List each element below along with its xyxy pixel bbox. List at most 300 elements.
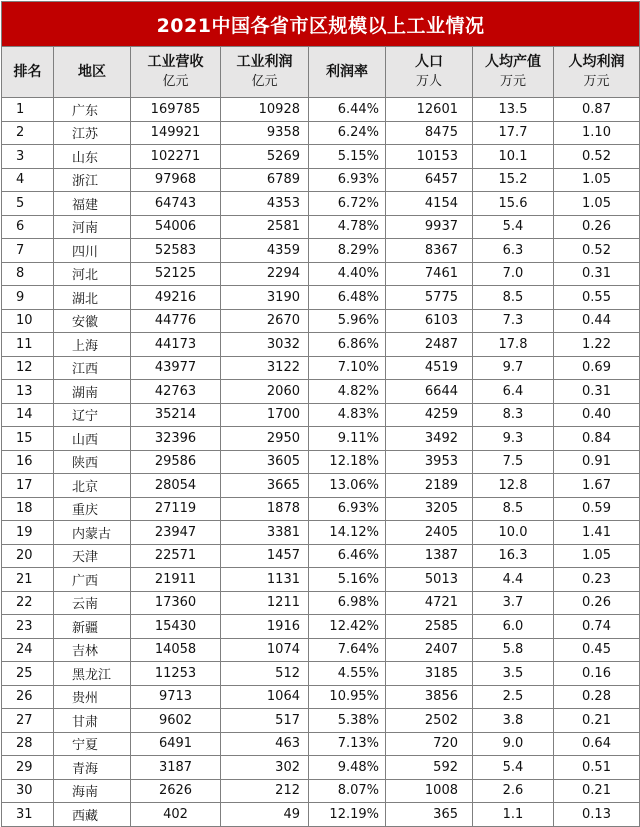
table-row xyxy=(2,521,640,545)
region-cell: 江西 xyxy=(54,356,131,380)
population-cell: 3953 xyxy=(386,450,473,474)
population-cell: 6644 xyxy=(386,380,473,404)
margin-cell: 14.12% xyxy=(309,521,386,545)
output-per-capita-cell: 5.8 xyxy=(473,638,554,662)
rank-cell: 18 xyxy=(2,497,54,521)
revenue-cell: 149921 xyxy=(131,121,221,145)
profit-cell: 3190 xyxy=(221,286,309,310)
profit-cell: 10928 xyxy=(221,98,309,122)
header-label: 排名 xyxy=(13,64,42,80)
margin-cell: 5.96% xyxy=(309,309,386,333)
spreadsheet xyxy=(1,1,639,824)
profit-per-capita-cell: 0.21 xyxy=(554,709,640,733)
margin-cell: 6.86% xyxy=(309,333,386,357)
margin-cell: 4.83% xyxy=(309,403,386,427)
profit-cell: 49 xyxy=(221,803,309,827)
revenue-cell: 27119 xyxy=(131,497,221,521)
table-row xyxy=(2,215,640,239)
revenue-cell: 402 xyxy=(131,803,221,827)
profit-per-capita-cell: 1.10 xyxy=(554,121,640,145)
rank-cell: 20 xyxy=(2,544,54,568)
population-cell: 365 xyxy=(386,803,473,827)
revenue-cell: 43977 xyxy=(131,356,221,380)
population-cell: 5013 xyxy=(386,568,473,592)
profit-cell: 302 xyxy=(221,756,309,780)
header-label: 人均产值 xyxy=(485,54,541,70)
region-cell: 上海 xyxy=(54,333,131,357)
table-row xyxy=(2,145,640,169)
table-row xyxy=(2,380,640,404)
revenue-cell: 3187 xyxy=(131,756,221,780)
output-per-capita-cell: 9.7 xyxy=(473,356,554,380)
population-cell: 2407 xyxy=(386,638,473,662)
revenue-cell: 6491 xyxy=(131,732,221,756)
header-label: 人口 xyxy=(415,54,443,70)
margin-cell: 5.38% xyxy=(309,709,386,733)
rank-cell: 8 xyxy=(2,262,54,286)
region-cell: 云南 xyxy=(54,591,131,615)
population-cell: 6457 xyxy=(386,168,473,192)
title-row xyxy=(2,2,640,47)
region-cell: 山西 xyxy=(54,427,131,451)
table-row xyxy=(2,497,640,521)
population-cell: 10153 xyxy=(386,145,473,169)
population-cell: 7461 xyxy=(386,262,473,286)
population-cell: 3185 xyxy=(386,662,473,686)
profit-per-capita-cell: 1.05 xyxy=(554,544,640,568)
table-row xyxy=(2,427,640,451)
profit-per-capita-cell: 0.55 xyxy=(554,286,640,310)
table-row xyxy=(2,356,640,380)
margin-cell: 12.19% xyxy=(309,803,386,827)
region-cell: 天津 xyxy=(54,544,131,568)
revenue-cell: 15430 xyxy=(131,615,221,639)
header-label: 利润率 xyxy=(326,64,368,80)
table-row xyxy=(2,121,640,145)
revenue-cell: 14058 xyxy=(131,638,221,662)
population-cell: 720 xyxy=(386,732,473,756)
header-unit: 万元 xyxy=(499,74,526,89)
profit-cell: 3122 xyxy=(221,356,309,380)
margin-cell: 8.07% xyxy=(309,779,386,803)
output-per-capita-cell: 8.5 xyxy=(473,497,554,521)
profit-per-capita-cell: 0.52 xyxy=(554,239,640,263)
margin-cell: 6.72% xyxy=(309,192,386,216)
output-per-capita-cell: 1.1 xyxy=(473,803,554,827)
region-cell: 宁夏 xyxy=(54,732,131,756)
revenue-cell: 9713 xyxy=(131,685,221,709)
region-cell: 辽宁 xyxy=(54,403,131,427)
profit-cell: 5269 xyxy=(221,145,309,169)
rank-cell: 1 xyxy=(2,98,54,122)
revenue-cell: 44776 xyxy=(131,309,221,333)
output-per-capita-cell: 17.8 xyxy=(473,333,554,357)
revenue-cell: 42763 xyxy=(131,380,221,404)
region-cell: 内蒙古 xyxy=(54,521,131,545)
profit-cell: 3665 xyxy=(221,474,309,498)
output-per-capita-cell: 4.4 xyxy=(473,568,554,592)
output-per-capita-cell: 16.3 xyxy=(473,544,554,568)
margin-cell: 8.29% xyxy=(309,239,386,263)
table-row xyxy=(2,591,640,615)
profit-cell: 4353 xyxy=(221,192,309,216)
revenue-cell: 21911 xyxy=(131,568,221,592)
region-cell: 贵州 xyxy=(54,685,131,709)
margin-cell: 4.78% xyxy=(309,215,386,239)
rank-cell: 6 xyxy=(2,215,54,239)
profit-cell: 1916 xyxy=(221,615,309,639)
profit-per-capita-cell: 0.40 xyxy=(554,403,640,427)
margin-cell: 5.16% xyxy=(309,568,386,592)
revenue-cell: 32396 xyxy=(131,427,221,451)
header-region xyxy=(54,47,131,98)
output-per-capita-cell: 7.3 xyxy=(473,309,554,333)
profit-per-capita-cell: 0.21 xyxy=(554,779,640,803)
rank-cell: 31 xyxy=(2,803,54,827)
industry-table xyxy=(1,1,640,827)
revenue-cell: 35214 xyxy=(131,403,221,427)
rank-cell: 29 xyxy=(2,756,54,780)
region-cell: 福建 xyxy=(54,192,131,216)
profit-per-capita-cell: 0.64 xyxy=(554,732,640,756)
output-per-capita-cell: 7.0 xyxy=(473,262,554,286)
rank-cell: 24 xyxy=(2,638,54,662)
header-label: 工业利润 xyxy=(236,54,293,70)
margin-cell: 5.15% xyxy=(309,145,386,169)
table-row xyxy=(2,638,640,662)
profit-cell: 463 xyxy=(221,732,309,756)
output-per-capita-cell: 7.5 xyxy=(473,450,554,474)
region-cell: 青海 xyxy=(54,756,131,780)
margin-cell: 4.82% xyxy=(309,380,386,404)
table-row xyxy=(2,568,640,592)
rank-cell: 27 xyxy=(2,709,54,733)
header-revenue xyxy=(131,47,221,98)
rank-cell: 14 xyxy=(2,403,54,427)
revenue-cell: 102271 xyxy=(131,145,221,169)
population-cell: 2585 xyxy=(386,615,473,639)
profit-cell: 1878 xyxy=(221,497,309,521)
region-cell: 河北 xyxy=(54,262,131,286)
region-cell: 江苏 xyxy=(54,121,131,145)
revenue-cell: 54006 xyxy=(131,215,221,239)
margin-cell: 7.13% xyxy=(309,732,386,756)
profit-per-capita-cell: 0.52 xyxy=(554,145,640,169)
region-cell: 吉林 xyxy=(54,638,131,662)
profit-per-capita-cell: 0.74 xyxy=(554,615,640,639)
profit-per-capita-cell: 0.69 xyxy=(554,356,640,380)
output-per-capita-cell: 3.5 xyxy=(473,662,554,686)
revenue-cell: 29586 xyxy=(131,450,221,474)
output-per-capita-cell: 2.6 xyxy=(473,779,554,803)
population-cell: 4259 xyxy=(386,403,473,427)
profit-per-capita-cell: 0.45 xyxy=(554,638,640,662)
profit-per-capita-cell: 0.26 xyxy=(554,591,640,615)
profit-per-capita-cell: 1.22 xyxy=(554,333,640,357)
output-per-capita-cell: 8.3 xyxy=(473,403,554,427)
rank-cell: 22 xyxy=(2,591,54,615)
profit-per-capita-cell: 1.05 xyxy=(554,168,640,192)
population-cell: 5775 xyxy=(386,286,473,310)
table-row xyxy=(2,309,640,333)
rank-cell: 2 xyxy=(2,121,54,145)
population-cell: 2487 xyxy=(386,333,473,357)
table-row xyxy=(2,403,640,427)
region-cell: 新疆 xyxy=(54,615,131,639)
margin-cell: 12.42% xyxy=(309,615,386,639)
output-per-capita-cell: 3.8 xyxy=(473,709,554,733)
profit-per-capita-cell: 0.28 xyxy=(554,685,640,709)
table-row xyxy=(2,333,640,357)
rank-cell: 28 xyxy=(2,732,54,756)
region-cell: 黑龙江 xyxy=(54,662,131,686)
region-cell: 广西 xyxy=(54,568,131,592)
table-row xyxy=(2,450,640,474)
profit-cell: 1211 xyxy=(221,591,309,615)
margin-cell: 6.46% xyxy=(309,544,386,568)
rank-cell: 25 xyxy=(2,662,54,686)
output-per-capita-cell: 9.0 xyxy=(473,732,554,756)
header-margin xyxy=(309,47,386,98)
margin-cell: 13.06% xyxy=(309,474,386,498)
profit-per-capita-cell: 0.16 xyxy=(554,662,640,686)
profit-cell: 3605 xyxy=(221,450,309,474)
margin-cell: 6.93% xyxy=(309,497,386,521)
rank-cell: 19 xyxy=(2,521,54,545)
output-per-capita-cell: 10.1 xyxy=(473,145,554,169)
output-per-capita-cell: 9.3 xyxy=(473,427,554,451)
table-body xyxy=(2,98,640,827)
table-row xyxy=(2,662,640,686)
revenue-cell: 9602 xyxy=(131,709,221,733)
output-per-capita-cell: 15.6 xyxy=(473,192,554,216)
population-cell: 8475 xyxy=(386,121,473,145)
population-cell: 1387 xyxy=(386,544,473,568)
population-cell: 592 xyxy=(386,756,473,780)
output-per-capita-cell: 5.4 xyxy=(473,756,554,780)
profit-cell: 1700 xyxy=(221,403,309,427)
table-row xyxy=(2,756,640,780)
profit-cell: 212 xyxy=(221,779,309,803)
profit-cell: 1064 xyxy=(221,685,309,709)
profit-cell: 2670 xyxy=(221,309,309,333)
rank-cell: 13 xyxy=(2,380,54,404)
profit-per-capita-cell: 0.84 xyxy=(554,427,640,451)
profit-per-capita-cell: 0.59 xyxy=(554,497,640,521)
population-cell: 2405 xyxy=(386,521,473,545)
rank-cell: 16 xyxy=(2,450,54,474)
header-row xyxy=(2,47,640,98)
table-row xyxy=(2,262,640,286)
output-per-capita-cell: 13.5 xyxy=(473,98,554,122)
table-row xyxy=(2,544,640,568)
output-per-capita-cell: 6.4 xyxy=(473,380,554,404)
table-row xyxy=(2,474,640,498)
margin-cell: 4.55% xyxy=(309,662,386,686)
profit-per-capita-cell: 1.67 xyxy=(554,474,640,498)
rank-cell: 30 xyxy=(2,779,54,803)
profit-per-capita-cell: 0.31 xyxy=(554,380,640,404)
profit-cell: 1074 xyxy=(221,638,309,662)
profit-cell: 2060 xyxy=(221,380,309,404)
revenue-cell: 169785 xyxy=(131,98,221,122)
population-cell: 6103 xyxy=(386,309,473,333)
margin-cell: 7.64% xyxy=(309,638,386,662)
revenue-cell: 52583 xyxy=(131,239,221,263)
output-per-capita-cell: 8.5 xyxy=(473,286,554,310)
profit-per-capita-cell: 0.26 xyxy=(554,215,640,239)
output-per-capita-cell: 6.3 xyxy=(473,239,554,263)
profit-cell: 1131 xyxy=(221,568,309,592)
margin-cell: 6.24% xyxy=(309,121,386,145)
rank-cell: 11 xyxy=(2,333,54,357)
header-output-per-capita xyxy=(473,47,554,98)
margin-cell: 4.40% xyxy=(309,262,386,286)
header-unit: 万人 xyxy=(415,74,442,89)
revenue-cell: 22571 xyxy=(131,544,221,568)
output-per-capita-cell: 6.0 xyxy=(473,615,554,639)
revenue-cell: 97968 xyxy=(131,168,221,192)
profit-cell: 512 xyxy=(221,662,309,686)
profit-per-capita-cell: 0.44 xyxy=(554,309,640,333)
rank-cell: 10 xyxy=(2,309,54,333)
table-row xyxy=(2,803,640,827)
region-cell: 陕西 xyxy=(54,450,131,474)
population-cell: 2189 xyxy=(386,474,473,498)
profit-per-capita-cell: 0.13 xyxy=(554,803,640,827)
output-per-capita-cell: 17.7 xyxy=(473,121,554,145)
profit-cell: 3032 xyxy=(221,333,309,357)
population-cell: 4519 xyxy=(386,356,473,380)
profit-per-capita-cell: 1.05 xyxy=(554,192,640,216)
revenue-cell: 2626 xyxy=(131,779,221,803)
rank-cell: 17 xyxy=(2,474,54,498)
margin-cell: 6.44% xyxy=(309,98,386,122)
margin-cell: 6.98% xyxy=(309,591,386,615)
header-profit xyxy=(221,47,309,98)
profit-cell: 9358 xyxy=(221,121,309,145)
table-row xyxy=(2,685,640,709)
margin-cell: 9.11% xyxy=(309,427,386,451)
revenue-cell: 49216 xyxy=(131,286,221,310)
output-per-capita-cell: 12.8 xyxy=(473,474,554,498)
margin-cell: 7.10% xyxy=(309,356,386,380)
output-per-capita-cell: 10.0 xyxy=(473,521,554,545)
table-row xyxy=(2,98,640,122)
rank-cell: 23 xyxy=(2,615,54,639)
output-per-capita-cell: 15.2 xyxy=(473,168,554,192)
rank-cell: 15 xyxy=(2,427,54,451)
table-row xyxy=(2,239,640,263)
output-per-capita-cell: 2.5 xyxy=(473,685,554,709)
header-label: 人均利润 xyxy=(568,54,625,70)
profit-cell: 2294 xyxy=(221,262,309,286)
profit-cell: 2581 xyxy=(221,215,309,239)
population-cell: 3856 xyxy=(386,685,473,709)
region-cell: 四川 xyxy=(54,239,131,263)
population-cell: 12601 xyxy=(386,98,473,122)
header-unit: 万元 xyxy=(583,74,610,89)
revenue-cell: 44173 xyxy=(131,333,221,357)
table-row xyxy=(2,709,640,733)
profit-cell: 1457 xyxy=(221,544,309,568)
profit-cell: 2950 xyxy=(221,427,309,451)
margin-cell: 10.95% xyxy=(309,685,386,709)
header-label: 工业营收 xyxy=(147,54,204,70)
population-cell: 9937 xyxy=(386,215,473,239)
header-population xyxy=(386,47,473,98)
region-cell: 甘肃 xyxy=(54,709,131,733)
output-per-capita-cell: 5.4 xyxy=(473,215,554,239)
table-title: 2021中国各省市区规模以上工业情况 xyxy=(2,2,640,47)
margin-cell: 6.48% xyxy=(309,286,386,310)
revenue-cell: 28054 xyxy=(131,474,221,498)
table-row xyxy=(2,732,640,756)
population-cell: 4721 xyxy=(386,591,473,615)
region-cell: 湖北 xyxy=(54,286,131,310)
output-per-capita-cell: 3.7 xyxy=(473,591,554,615)
population-cell: 1008 xyxy=(386,779,473,803)
header-profit-per-capita xyxy=(554,47,640,98)
rank-cell: 26 xyxy=(2,685,54,709)
profit-cell: 4359 xyxy=(221,239,309,263)
margin-cell: 6.93% xyxy=(309,168,386,192)
header-unit: 亿元 xyxy=(162,74,189,89)
table-row xyxy=(2,615,640,639)
profit-cell: 6789 xyxy=(221,168,309,192)
table-row xyxy=(2,779,640,803)
region-cell: 湖南 xyxy=(54,380,131,404)
region-cell: 北京 xyxy=(54,474,131,498)
table-row xyxy=(2,168,640,192)
revenue-cell: 11253 xyxy=(131,662,221,686)
rank-cell: 9 xyxy=(2,286,54,310)
profit-per-capita-cell: 0.31 xyxy=(554,262,640,286)
population-cell: 8367 xyxy=(386,239,473,263)
revenue-cell: 52125 xyxy=(131,262,221,286)
region-cell: 山东 xyxy=(54,145,131,169)
table-row xyxy=(2,192,640,216)
header-unit: 亿元 xyxy=(251,74,278,89)
margin-cell: 9.48% xyxy=(309,756,386,780)
profit-cell: 517 xyxy=(221,709,309,733)
rank-cell: 12 xyxy=(2,356,54,380)
population-cell: 3205 xyxy=(386,497,473,521)
margin-cell: 12.18% xyxy=(309,450,386,474)
header-rank xyxy=(2,47,54,98)
profit-per-capita-cell: 0.51 xyxy=(554,756,640,780)
population-cell: 2502 xyxy=(386,709,473,733)
population-cell: 3492 xyxy=(386,427,473,451)
region-cell: 西藏 xyxy=(54,803,131,827)
profit-per-capita-cell: 0.23 xyxy=(554,568,640,592)
table-row xyxy=(2,286,640,310)
population-cell: 4154 xyxy=(386,192,473,216)
rank-cell: 5 xyxy=(2,192,54,216)
profit-cell: 3381 xyxy=(221,521,309,545)
revenue-cell: 64743 xyxy=(131,192,221,216)
region-cell: 广东 xyxy=(54,98,131,122)
rank-cell: 21 xyxy=(2,568,54,592)
profit-per-capita-cell: 1.41 xyxy=(554,521,640,545)
rank-cell: 3 xyxy=(2,145,54,169)
revenue-cell: 17360 xyxy=(131,591,221,615)
region-cell: 安徽 xyxy=(54,309,131,333)
rank-cell: 7 xyxy=(2,239,54,263)
rank-cell: 4 xyxy=(2,168,54,192)
region-cell: 重庆 xyxy=(54,497,131,521)
profit-per-capita-cell: 0.87 xyxy=(554,98,640,122)
